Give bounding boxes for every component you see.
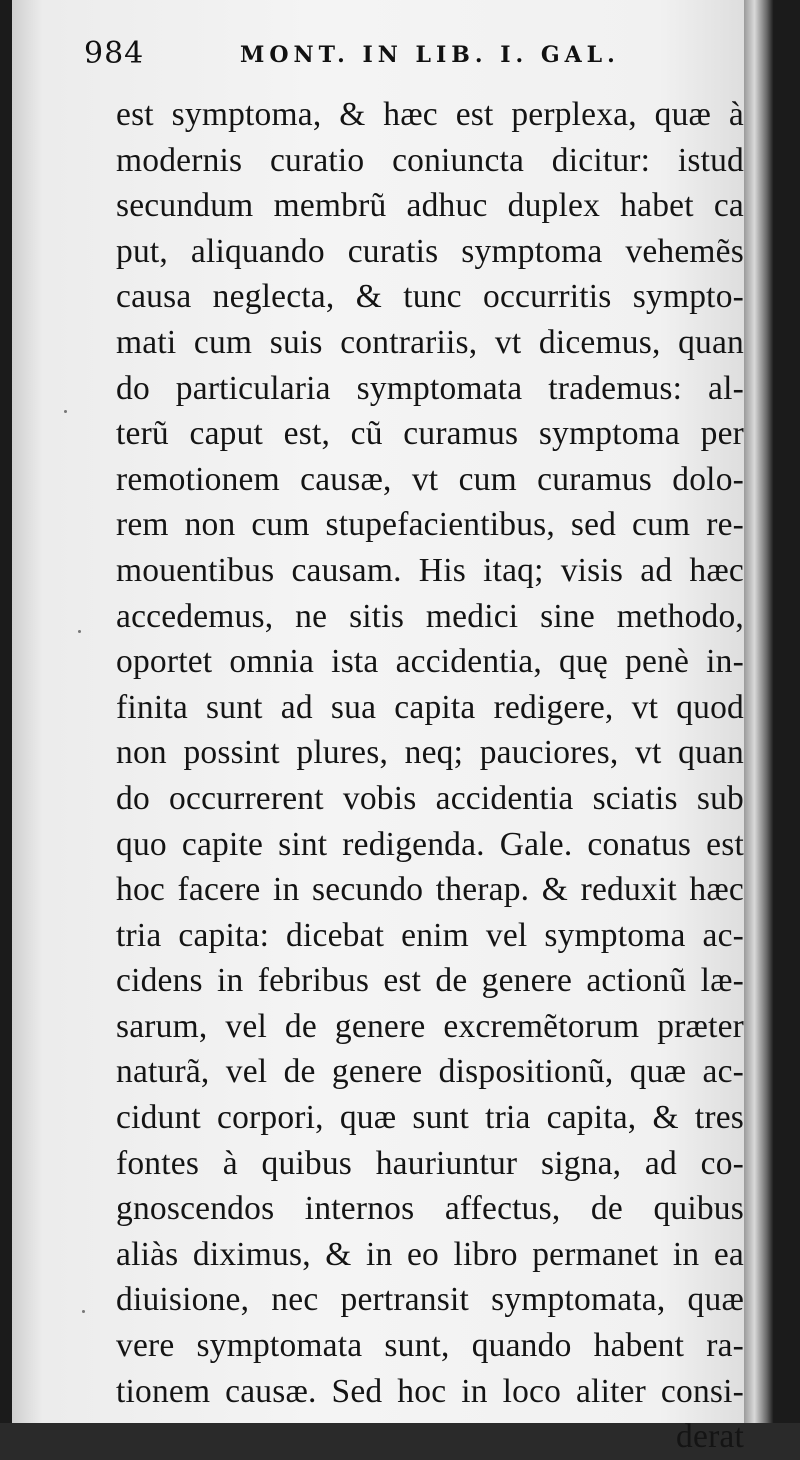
page-header: [84, 34, 724, 84]
text-line: naturã, vel de genere dispositionũ, quæ ac-: [116, 1053, 744, 1091]
text-line: hoc facere in secundo therap. & reduxit hæc: [116, 871, 744, 909]
text-line: gnoscendos internos affectus, de quibus: [116, 1190, 744, 1228]
text-line: modernis curatio coniuncta dicitur: istud: [116, 141, 744, 179]
text-line: remotionem causæ, vt cum curamus dolo-: [116, 460, 744, 498]
page-gutter-shadow: [744, 0, 774, 1423]
body-text: [116, 92, 744, 1460]
text-line: sarum, vel de genere excremẽtorum præter: [116, 1007, 744, 1045]
text-line: cidunt corpori, quæ sunt tria capita, & tres: [116, 1099, 744, 1137]
book-page: [12, 0, 774, 1456]
text-line: tionem causæ. Sed hoc in loco aliter consi-: [116, 1372, 744, 1410]
text-line: non possint plures, neq; pauciores, vt quan: [116, 734, 744, 772]
text-line: finita sunt ad sua capita redigere, vt quod: [116, 688, 744, 726]
text-line: do occurrerent vobis accidentia sciatis sub: [116, 779, 744, 817]
text-line: cidens in febribus est de genere actionũ læ-: [116, 962, 744, 1000]
text-line: accedemus, ne sitis medici sine methodo,: [116, 597, 744, 635]
text-line: aliàs diximus, & in eo libro permanet in ea: [116, 1235, 744, 1273]
page-number: 984: [84, 36, 145, 71]
paper-speck: [64, 410, 67, 413]
text-line: rem non cum stupefacientibus, sed cum re-: [116, 506, 744, 544]
text-line: do particularia symptomata trademus: al-: [116, 369, 744, 407]
text-line: est symptoma, & hæc est perplexa, quæ à: [116, 96, 744, 133]
text-line: put, aliquando curatis symptoma vehemẽs: [116, 232, 744, 270]
text-line: mati cum suis contrariis, vt dicemus, quan: [116, 323, 744, 361]
text-line: secundum membrũ adhuc duplex habet ca: [116, 187, 744, 225]
text-line: fontes à quibus hauriuntur signa, ad co-: [116, 1144, 744, 1182]
text-line: causa neglecta, & tunc occurritis sympto-: [116, 278, 744, 316]
text-line: mouentibus causam. His itaq; visis ad hæc: [116, 551, 744, 589]
text-line: vere symptomata sunt, quando habent ra-: [116, 1327, 744, 1365]
text-line: quo capite sint redigenda. Gale. conatus est: [116, 825, 744, 863]
text-line: tria capita: dicebat enim vel symptoma ac-: [116, 916, 744, 954]
paper-speck: [82, 1310, 85, 1313]
text-line: oportet omnia ista accidentia, quę penè in-: [116, 643, 744, 681]
catchword: derat: [676, 1418, 744, 1456]
running-title: MONT. IN LIB. I. GAL.: [240, 42, 620, 68]
text-line: diuisione, nec pertransit symptomata, quæ: [116, 1281, 744, 1319]
paper-speck: [78, 630, 81, 633]
text-line: terũ caput est, cũ curamus symptoma per: [116, 415, 744, 453]
